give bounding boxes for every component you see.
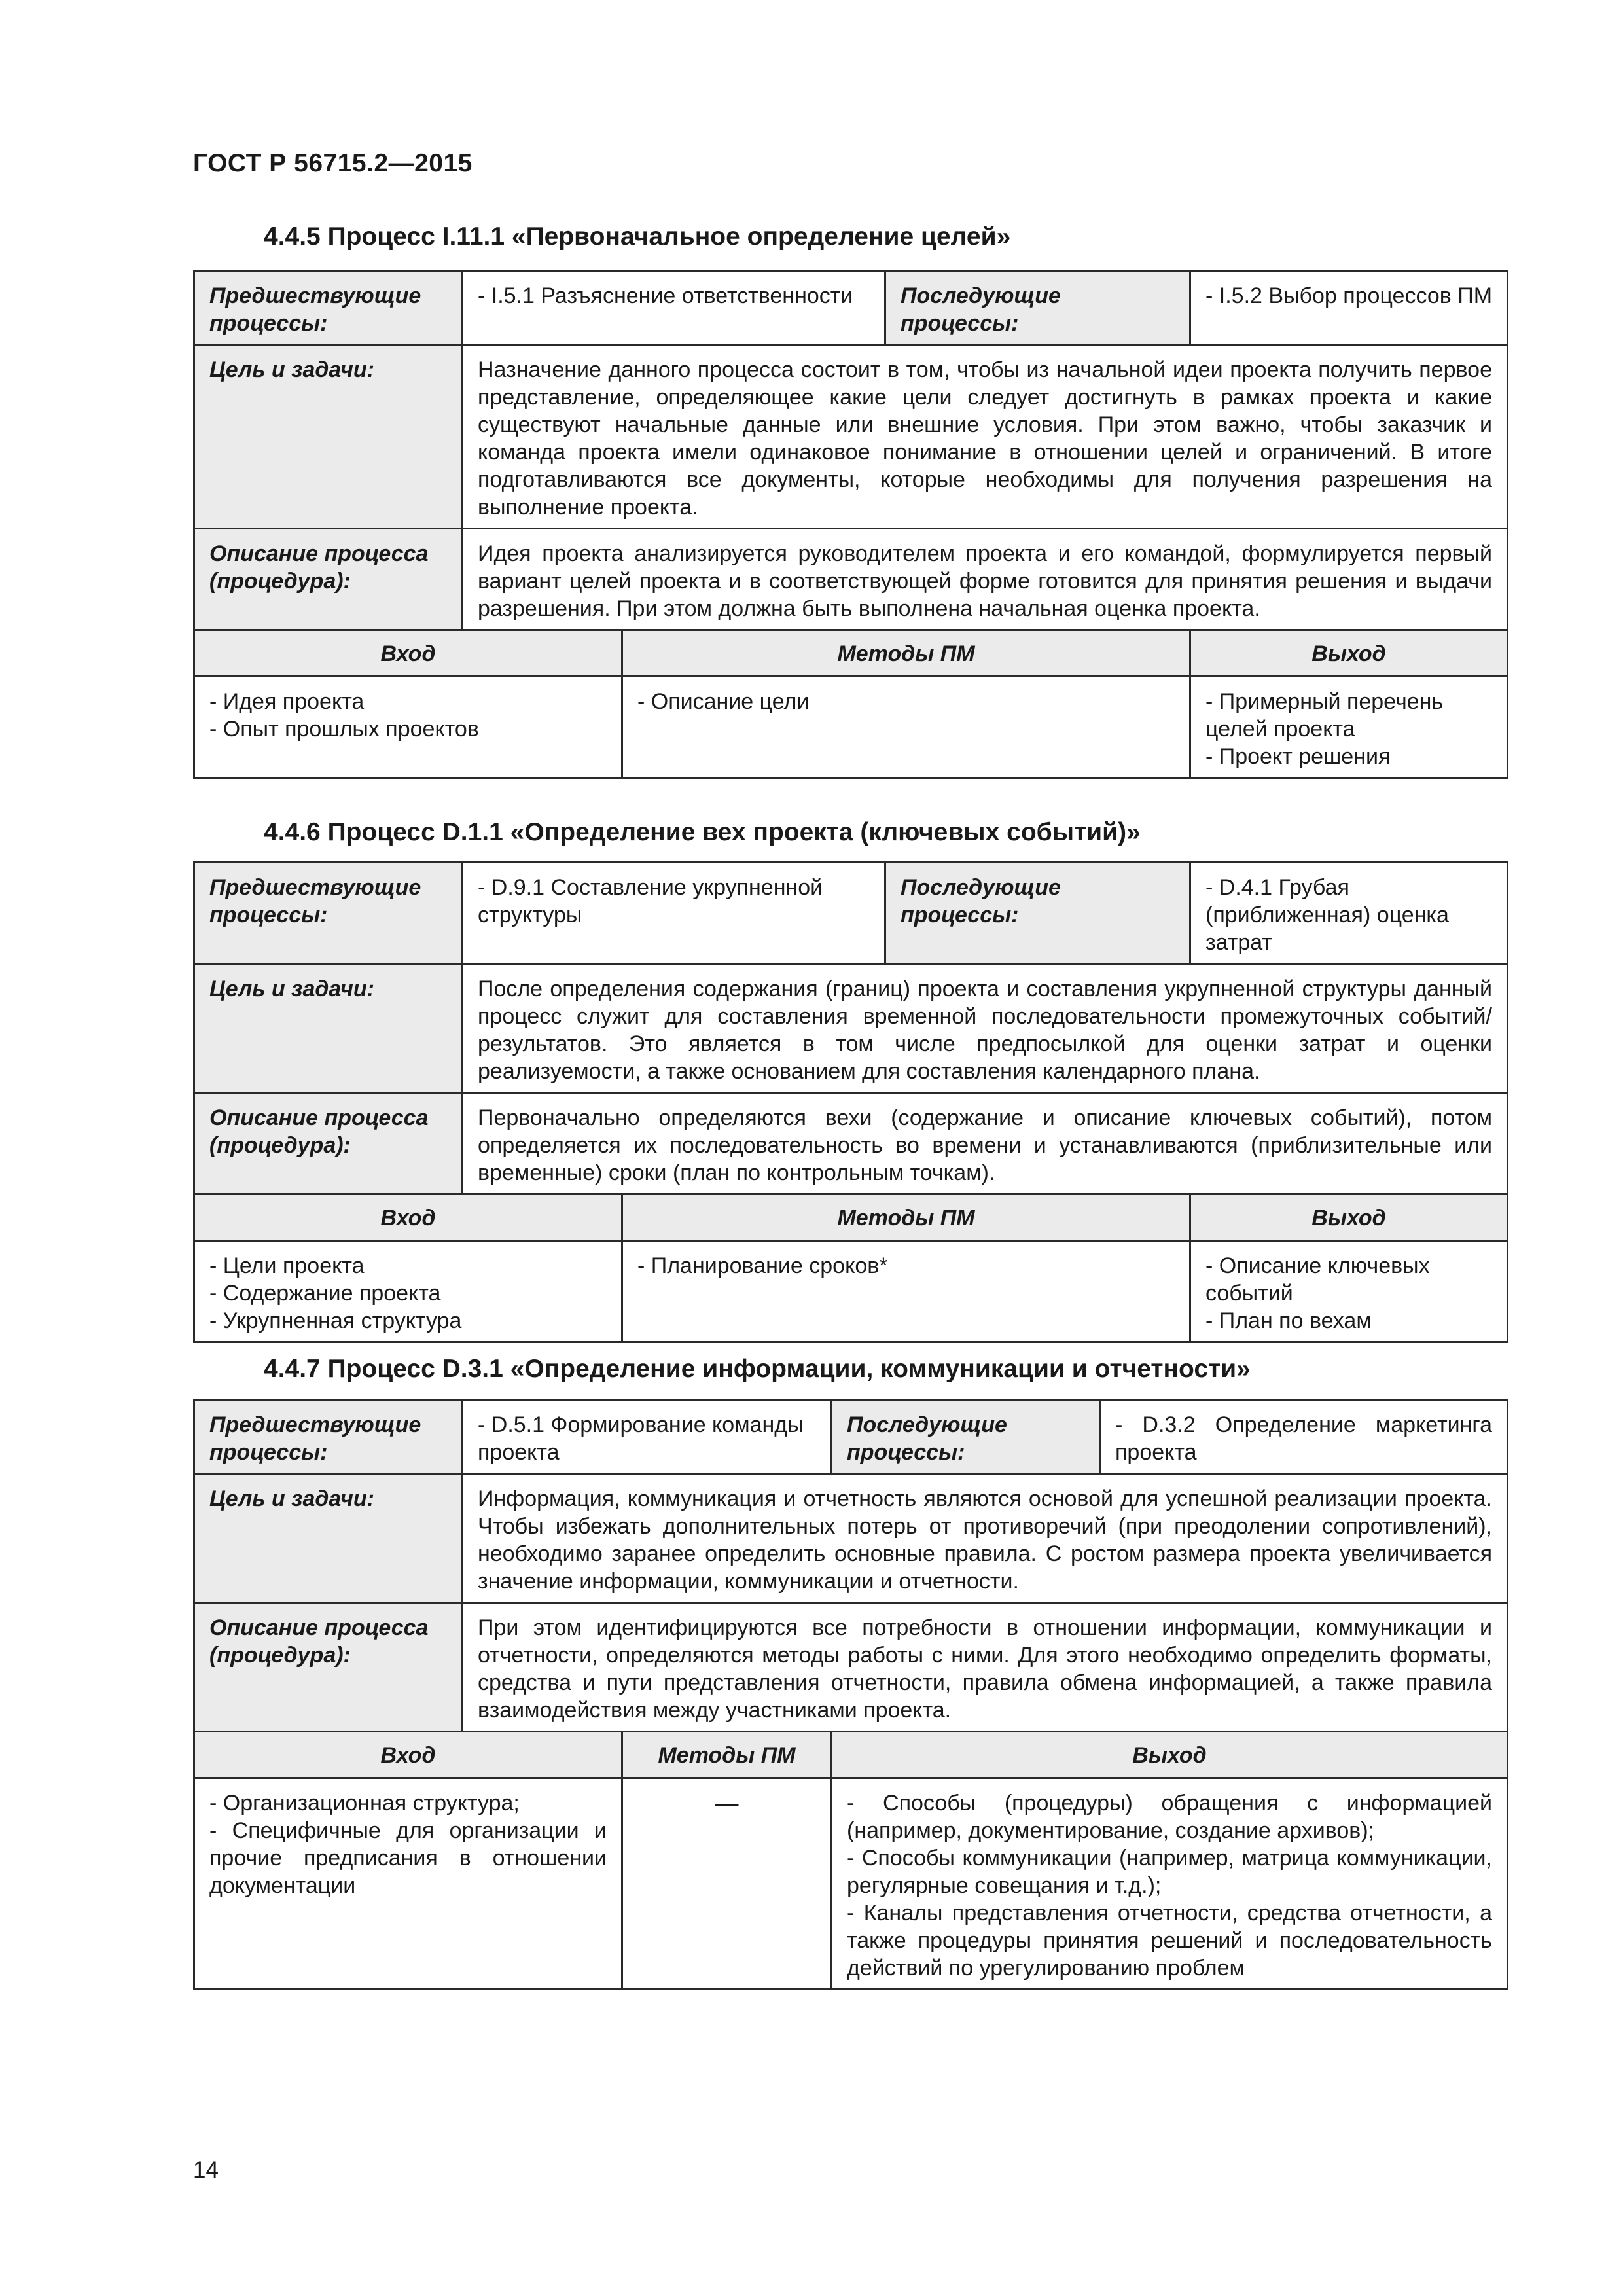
description-label: Описание процесса (процедура): (194, 1093, 463, 1194)
goals-text: Назначение данного процесса состоит в том, чтобы из начальной идеи проекта получить первое представление, определяющее какие цели следует достигнуть в рамках проекта и какие существуют начальные данные или внешние условия. При этом важно, чтобы заказчик и команда проекта имели одинаковое понимание в отношении целей и ограничений. В итоге подготавливаются все документы, которые необходимы для получения разрешения на выполнение проекта. (463, 345, 1508, 529)
table-row (194, 1778, 1508, 1990)
list-item: - Способы (процедуры) обращения с информацией (например, документирование, создание архивов); (847, 1791, 1492, 1843)
table-row (194, 863, 1508, 964)
table-row (194, 964, 1508, 1093)
successors-label: Последующие процессы: (885, 271, 1190, 345)
list-item: - Опыт прошлых проектов (209, 717, 479, 742)
input-cell (194, 1241, 622, 1342)
methods-header: Методы ПМ (622, 1194, 1190, 1241)
predecessors-label: Предшествующие процессы: (194, 1400, 463, 1474)
description-text: Первоначально определяются вехи (содержание и описание ключевых событий), потом определяется их последовательность во времени и устанавливаются (приблизительные или временные) сроки (план по контрольным точкам). (463, 1093, 1508, 1194)
successors-label: Последующие процессы: (885, 863, 1190, 964)
goals-label: Цель и задачи: (194, 964, 463, 1093)
goals-label: Цель и задачи: (194, 345, 463, 529)
list-item: - Способы коммуникации (например, матрица коммуникации, регулярные совещания и т.д.); (847, 1846, 1492, 1898)
list-item: - Организационная структура; (209, 1791, 520, 1816)
output-header: Выход (1190, 1194, 1508, 1241)
list-item: - Примерный перечень целей проекта (1205, 689, 1444, 742)
table-row (194, 529, 1508, 630)
predecessors-value: - I.5.1 Разъяснение ответственности (463, 271, 885, 345)
output-cell (1190, 677, 1508, 778)
description-text: Идея проекта анализируется руководителем проекта и его командой, формулируется первый вариант целей проекта и в соответствующей форме готовится для принятия решения и выдачи разрешения. При этом должна быть выполнена начальная оценка проекта. (463, 529, 1508, 630)
list-item: - Специфичные для организации и прочие предписания в отношении документации (209, 1818, 607, 1898)
table-row (194, 271, 1508, 345)
process-table-4-4-7 (193, 1399, 1508, 1990)
input-cell (194, 1778, 622, 1990)
output-cell (832, 1778, 1508, 1990)
goals-text: После определения содержания (границ) проекта и составления укрупненной структуры данный процесс служит для составления временной последовательности промежуточных событий/ результатов. Это является в том числе предпосылкой для оценки затрат и оценки реализуемости, а также основанием для составления календарного плана. (463, 964, 1508, 1093)
input-header: Вход (194, 1194, 622, 1241)
goals-label: Цель и задачи: (194, 1474, 463, 1603)
empty-dash: — (715, 1789, 739, 1816)
output-header: Выход (1190, 630, 1508, 677)
table-row (194, 1241, 1508, 1342)
section-title-4-4-6: 4.4.6 Процесс D.1.1 «Определение вех проекта (ключевых событий)» (264, 818, 1141, 846)
list-item: - Укрупненная структура (209, 1308, 462, 1333)
table-row (194, 677, 1508, 778)
predecessors-value: - D.9.1 Составление укрупненной структуры (463, 863, 885, 964)
process-table-4-4-6 (193, 861, 1508, 1343)
list-item: - Планирование сроков* (637, 1253, 888, 1278)
io-header-row (194, 1194, 1508, 1241)
input-header: Вход (194, 630, 622, 677)
io-header-row (194, 1732, 1508, 1778)
table-row (194, 345, 1508, 529)
list-item: - Проект решения (1205, 744, 1391, 769)
description-label: Описание процесса (процедура): (194, 1603, 463, 1732)
successors-value: - D.3.2 Определение маркетинга проекта (1100, 1400, 1508, 1474)
section-title-4-4-5: 4.4.5 Процесс I.11.1 «Первоначальное определение целей» (264, 223, 1011, 251)
predecessors-label: Предшествующие процессы: (194, 271, 463, 345)
output-cell (1190, 1241, 1508, 1342)
methods-header: Методы ПМ (622, 1732, 832, 1778)
list-item: - Каналы представления отчетности, средства отчетности, а также процедуры принятия решений и последовательность действий по урегулированию проблем (847, 1901, 1492, 1981)
methods-cell (622, 1778, 832, 1990)
table-row (194, 1603, 1508, 1732)
list-item: - Цели проекта (209, 1253, 365, 1278)
document-header: ГОСТ Р 56715.2—2015 (193, 149, 473, 177)
list-item: - Содержание проекта (209, 1281, 441, 1306)
process-table-4-4-5 (193, 270, 1508, 779)
list-item: - Идея проекта (209, 689, 365, 714)
input-cell (194, 677, 622, 778)
predecessors-value: - D.5.1 Формирование команды проекта (463, 1400, 832, 1474)
list-item: - Описание цели (637, 689, 810, 714)
methods-cell (622, 677, 1190, 778)
methods-header: Методы ПМ (622, 630, 1190, 677)
goals-text: Информация, коммуникация и отчетность являются основой для успешной реализации проекта. Чтобы избежать дополнительных потерь от противоречий (при преодолении сопротивлений), необходимо заранее определить основные правила. С ростом размера проекта увеличивается значение информации, коммуникации и отчетности. (463, 1474, 1508, 1603)
table-row (194, 1474, 1508, 1603)
list-item: - План по вехам (1205, 1308, 1372, 1333)
description-text: При этом идентифицируются все потребности в отношении информации, коммуникации и отчетности, определяются методы работы с ними. Для этого необходимо определить форматы, средства и пути представления отчетности, правила обмена информацией, а также правила взаимодействия между участниками проекта. (463, 1603, 1508, 1732)
list-item: - Описание ключевых событий (1205, 1253, 1430, 1306)
methods-cell (622, 1241, 1190, 1342)
description-label: Описание процесса (процедура): (194, 529, 463, 630)
table-row (194, 1093, 1508, 1194)
input-header: Вход (194, 1732, 622, 1778)
table-row (194, 1400, 1508, 1474)
section-title-4-4-7: 4.4.7 Процесс D.3.1 «Определение информации, коммуникации и отчетности» (264, 1355, 1251, 1383)
successors-value: - D.4.1 Грубая (приближенная) оценка затрат (1190, 863, 1508, 964)
successors-label: Последующие процессы: (832, 1400, 1100, 1474)
predecessors-label: Предшествующие процессы: (194, 863, 463, 964)
io-header-row (194, 630, 1508, 677)
output-header: Выход (832, 1732, 1508, 1778)
successors-value: - I.5.2 Выбор процессов ПМ (1190, 271, 1508, 345)
page-number: 14 (193, 2157, 219, 2183)
